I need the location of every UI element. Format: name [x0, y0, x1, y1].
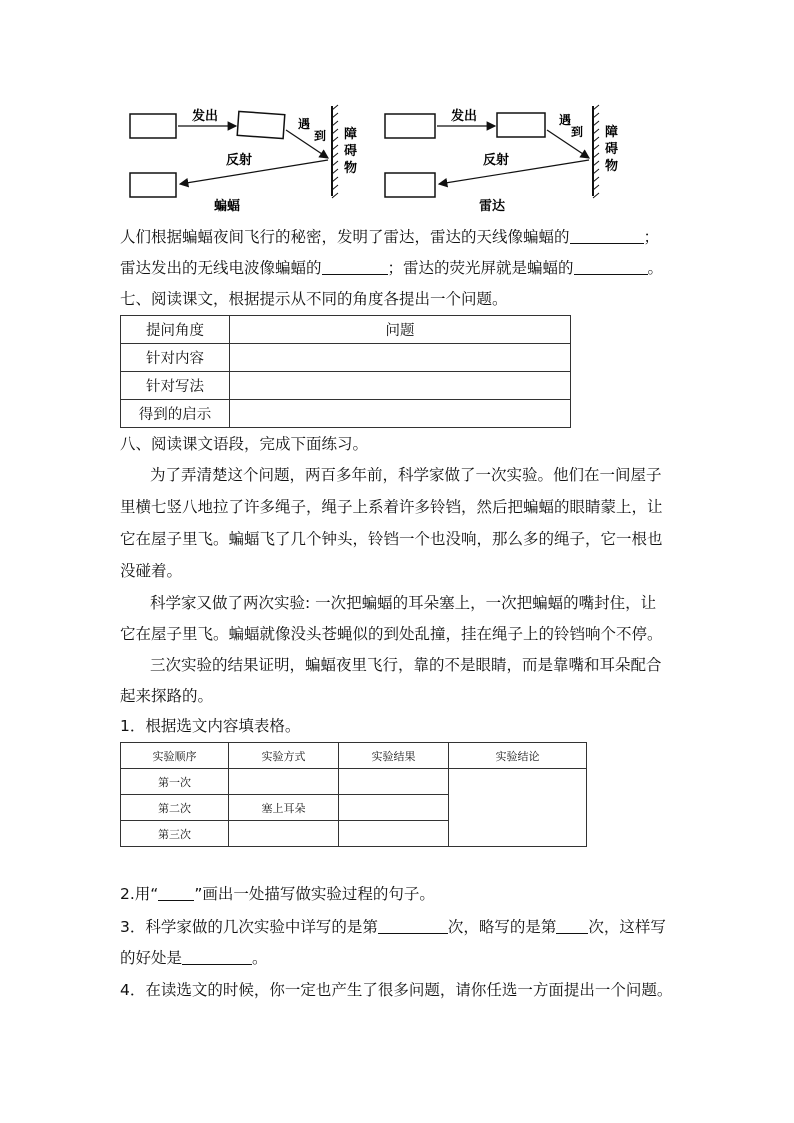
sub-question-3-cont: [120, 948, 268, 968]
answer-blank[interactable]: [378, 917, 448, 934]
passage-line: 没碰着。: [120, 562, 183, 580]
order-cell: 第一次: [121, 769, 229, 795]
passage-line: 三次实验的结果证明，蝙蝠夜里飞行，靠的不是眼睛，而是靠嘴和耳朵配合: [150, 656, 662, 674]
passage-line: 它在屋子里飞。蝙蝠飞了几个钟头，铃铛一个也没响，那么多的绳子，它一根也: [120, 530, 663, 548]
table-header-row: [121, 743, 587, 769]
method-cell[interactable]: [229, 821, 339, 847]
answer-blank[interactable]: [182, 948, 252, 965]
passage-line: 里横七竖八地拉了许多绳子，绳子上系着许多铃铛，然后把蝙蝠的眼睛蒙上，让: [120, 498, 663, 516]
row-label: 针对写法: [121, 372, 230, 400]
row-label: 得到的启示: [121, 400, 230, 428]
answer-blank[interactable]: [574, 258, 648, 275]
obstacle-char-2: 碍: [605, 142, 619, 157]
source-box: [130, 114, 176, 138]
q7-title: 七、阅读课文，根据提示从不同的角度各提出一个问题。: [120, 290, 508, 308]
q6-line-2: [120, 258, 663, 278]
method-cell[interactable]: 塞上耳朵: [229, 795, 339, 821]
radar-diagram: [375, 100, 635, 215]
conclusion-cell[interactable]: [449, 769, 587, 847]
meet-label-1: 遇: [298, 117, 311, 131]
meet-label-2: 到: [314, 129, 327, 143]
q6-text: 。: [647, 259, 664, 277]
obstacle-char-3: 物: [344, 161, 358, 176]
passage-line: 它在屋子里飞。蝙蝠就像没头苍蝇似的到处乱撞，挂在绳子上的铃铛响个不停。: [120, 625, 663, 643]
reflect-arrow: [439, 160, 589, 184]
q-text: 3．科学家做的几次实验中详写的是第: [120, 918, 378, 936]
wave-box: [237, 111, 285, 138]
meet-label-2: 到: [571, 125, 584, 139]
q6-text: 雷达发出的无线电波像蝙蝠的: [120, 259, 322, 277]
q6-line-1: [120, 227, 659, 247]
send-label: 发出: [451, 109, 478, 124]
q6-text: ；: [643, 228, 660, 246]
answer-blank[interactable]: [322, 258, 388, 275]
q8-title: 八、阅读课文语段，完成下面练习。: [120, 435, 369, 453]
sub-question-1: 1．根据选文内容填表格。: [120, 717, 301, 735]
question-angle-table: [120, 315, 571, 428]
receiver-box: [130, 173, 176, 197]
diagram-caption: 蝙蝠: [214, 199, 241, 214]
underline-sample: [158, 884, 194, 901]
result-cell[interactable]: [339, 769, 449, 795]
meet-label-1: 遇: [559, 113, 572, 127]
obstacle-char-1: 障: [605, 125, 619, 140]
source-box: [385, 114, 435, 138]
table-row: [121, 372, 571, 400]
q-text: 的好处是: [120, 949, 183, 967]
order-cell: 第三次: [121, 821, 229, 847]
q-text: 次，略写的是第: [447, 918, 557, 936]
q-text: ”画出一处描写做实验过程的句子。: [194, 885, 435, 903]
passage-line: 为了弄清楚这个问题，两百多年前，科学家做了一次实验。他们在一间屋子: [150, 466, 662, 484]
answer-cell[interactable]: [230, 344, 571, 372]
passage-line: 科学家又做了两次实验: 一次把蝙蝠的耳朵塞上，一次把蝙蝠的嘴封住，让: [150, 594, 657, 612]
header-cell: 实验顺序: [121, 743, 229, 769]
sub-question-2: [120, 884, 435, 904]
passage-line: 起来探路的。: [120, 687, 214, 705]
obstacle-char-1: 障: [344, 127, 358, 142]
reflect-label: 反射: [226, 153, 253, 168]
answer-cell[interactable]: [230, 372, 571, 400]
header-cell: 实验结论: [449, 743, 587, 769]
reflect-arrow: [180, 160, 328, 184]
q6-text: 人们根据蝙蝠夜间飞行的秘密，发明了雷达，雷达的天线像蝙蝠的: [120, 228, 570, 246]
method-cell[interactable]: [229, 769, 339, 795]
receiver-box: [385, 173, 435, 197]
bat-echolocation-diagram: [120, 100, 370, 215]
table-row: [121, 344, 571, 372]
header-cell: 问题: [230, 316, 571, 344]
q6-text: ；雷达的荧光屏就是蝙蝠的: [387, 259, 574, 277]
answer-blank[interactable]: [570, 227, 644, 244]
obstacle-char-3: 物: [605, 159, 619, 174]
order-cell: 第二次: [121, 795, 229, 821]
diagram-caption: 雷达: [479, 199, 506, 214]
q-text: 2.用“: [120, 885, 159, 903]
answer-blank[interactable]: [556, 917, 588, 934]
table-row: [121, 400, 571, 428]
table-row: [121, 769, 587, 795]
table-header-row: [121, 316, 571, 344]
obstacle-char-2: 碍: [344, 144, 358, 159]
experiment-table: [120, 742, 587, 847]
header-cell: 提问角度: [121, 316, 230, 344]
result-cell[interactable]: [339, 821, 449, 847]
q-text: 。: [252, 949, 268, 967]
q-text: 次，这样写: [588, 918, 666, 936]
sub-question-4: 4．在读选文的时候，你一定也产生了很多问题，请你任选一方面提出一个问题。: [120, 981, 673, 999]
header-cell: 实验结果: [339, 743, 449, 769]
send-label: 发出: [192, 109, 219, 124]
answer-cell[interactable]: [230, 400, 571, 428]
sub-question-3: [120, 917, 666, 937]
result-cell[interactable]: [339, 795, 449, 821]
row-label: 针对内容: [121, 344, 230, 372]
header-cell: 实验方式: [229, 743, 339, 769]
reflect-label: 反射: [483, 153, 510, 168]
wave-box: [497, 113, 545, 137]
